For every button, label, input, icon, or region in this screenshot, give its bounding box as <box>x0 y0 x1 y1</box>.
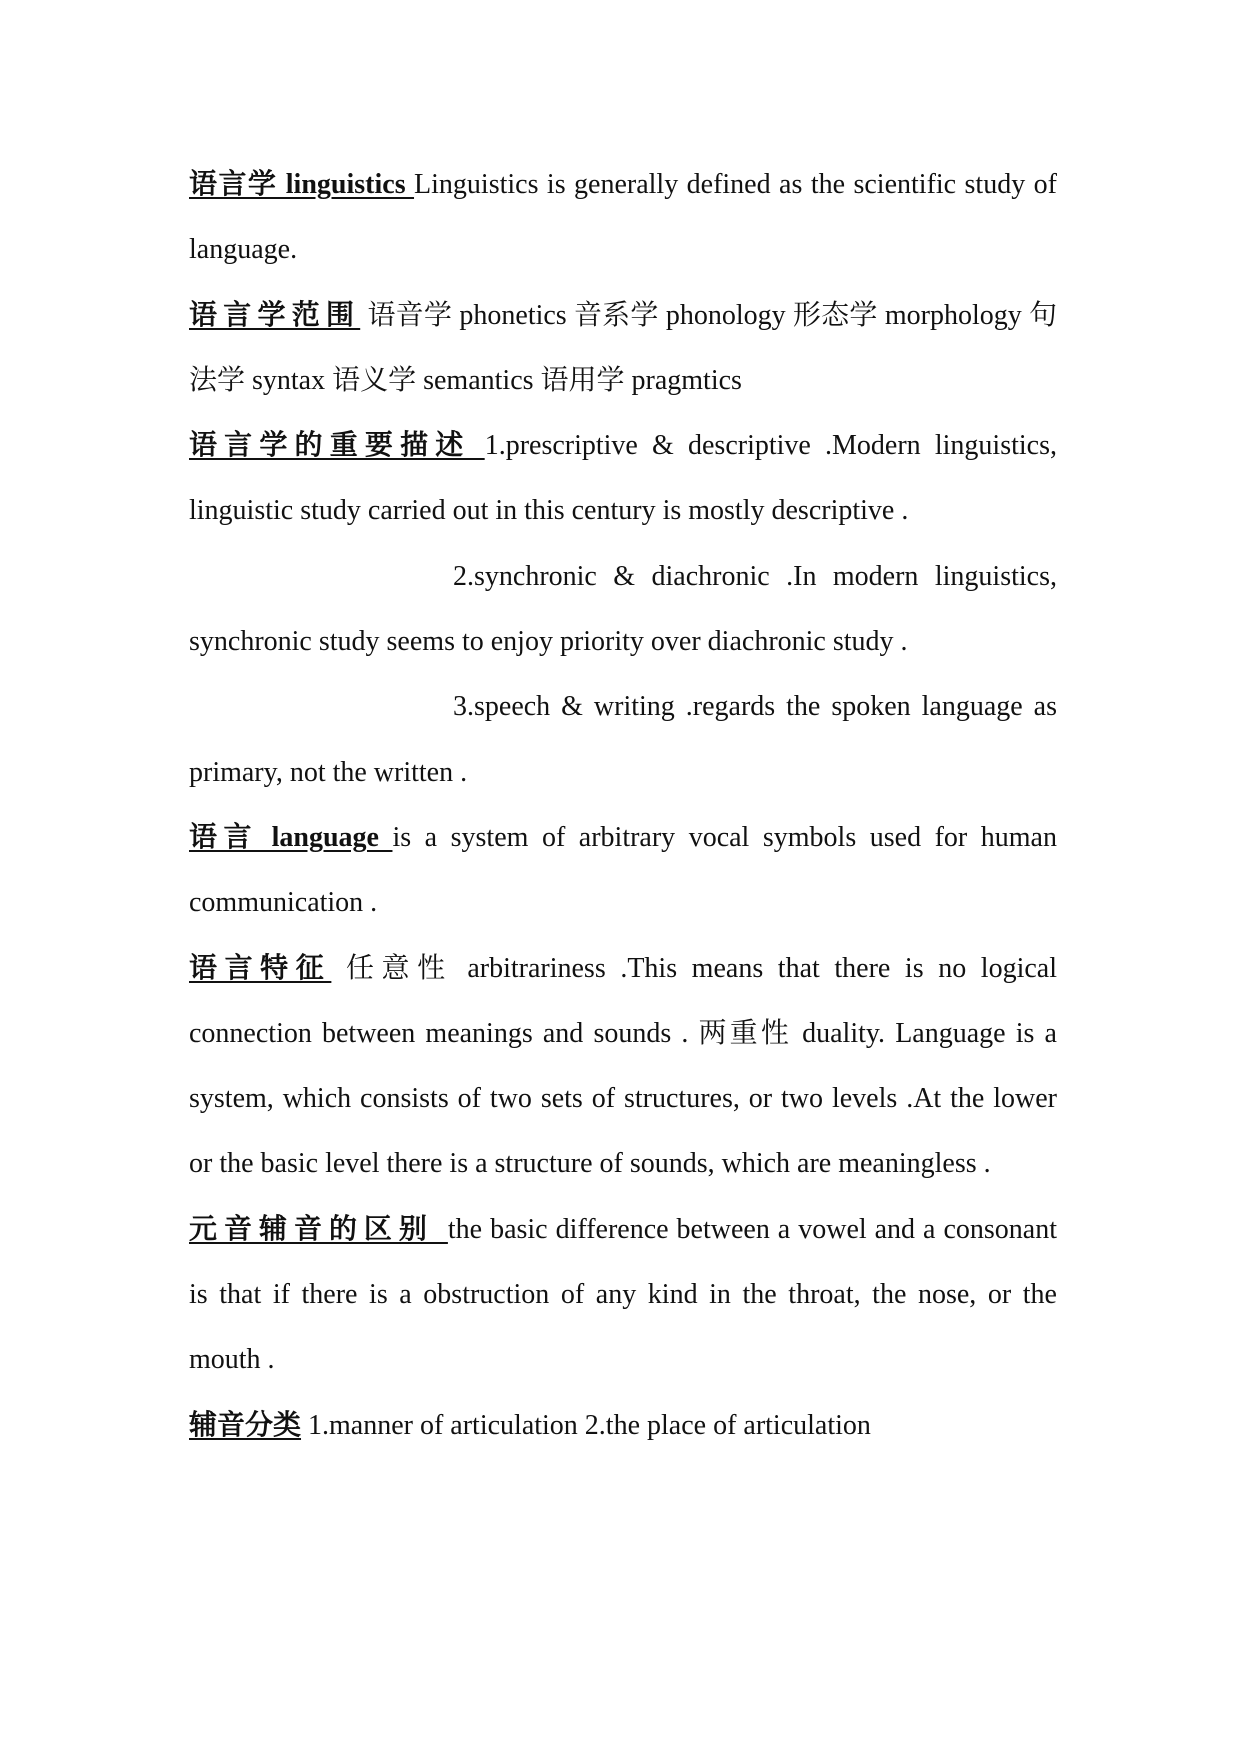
paragraph-vowel-consonant <box>189 1197 1057 1393</box>
document-body <box>189 152 1057 1458</box>
paragraph-text: 1.manner of articulation 2.the place of articulation <box>301 1409 871 1441</box>
paragraph-scope <box>189 283 1057 414</box>
term-heading: 语言学的重要描述 <box>189 430 485 462</box>
paragraph-consonant-classes <box>189 1393 1057 1458</box>
paragraph-text: the basic difference between a vowel and a consonant is that if there is a obstruction of any kind in the throat, the nose, or the mouth . <box>189 1213 1057 1376</box>
paragraph-features <box>189 936 1057 1197</box>
paragraph-synchronic <box>189 544 1057 675</box>
paragraph-text: 任意性 arbitrariness .This means that there is no logical connection between meanings and sounds . 两重性 duality. Language is a system, which consists of two sets of structures, or two levels .At the lower or the basic level there is a structure of sounds, which are meaningless . <box>189 952 1057 1180</box>
term-heading: 语言特征 <box>189 952 332 984</box>
paragraph-text: 3.speech & writing .regards the spoken language as primary, not the written . <box>189 691 1057 788</box>
term-heading: 元音辅音的区别 <box>189 1213 448 1245</box>
term-heading: 辅音分类 <box>189 1409 302 1441</box>
paragraph-text: 语音学 phonetics 音系学 phonology 形态学 morphology 句法学 syntax 语义学 semantics 语用学 pragmtics <box>189 299 1057 396</box>
paragraph-linguistics <box>189 152 1057 283</box>
paragraph-text: 1.prescriptive & descriptive .Modern linguistics, linguistic study carried out in this century is mostly descriptive . <box>189 430 1057 527</box>
paragraph-text: 2.synchronic & diachronic .In modern linguistics, synchronic study seems to enjoy priority over diachronic study . <box>189 560 1057 658</box>
term-heading: 语言学 linguistics <box>189 169 415 200</box>
paragraph-speech-writing <box>189 674 1057 805</box>
term-heading: 语言学范围 <box>189 299 361 331</box>
term-heading: 语言 language <box>189 821 393 853</box>
paragraph-descriptions <box>189 413 1057 544</box>
paragraph-text: is a system of arbitrary vocal symbols used for human communication . <box>189 821 1057 919</box>
paragraph-language <box>189 805 1057 936</box>
paragraph-text: Linguistics is generally defined as the scientific study of language. <box>189 169 1057 266</box>
